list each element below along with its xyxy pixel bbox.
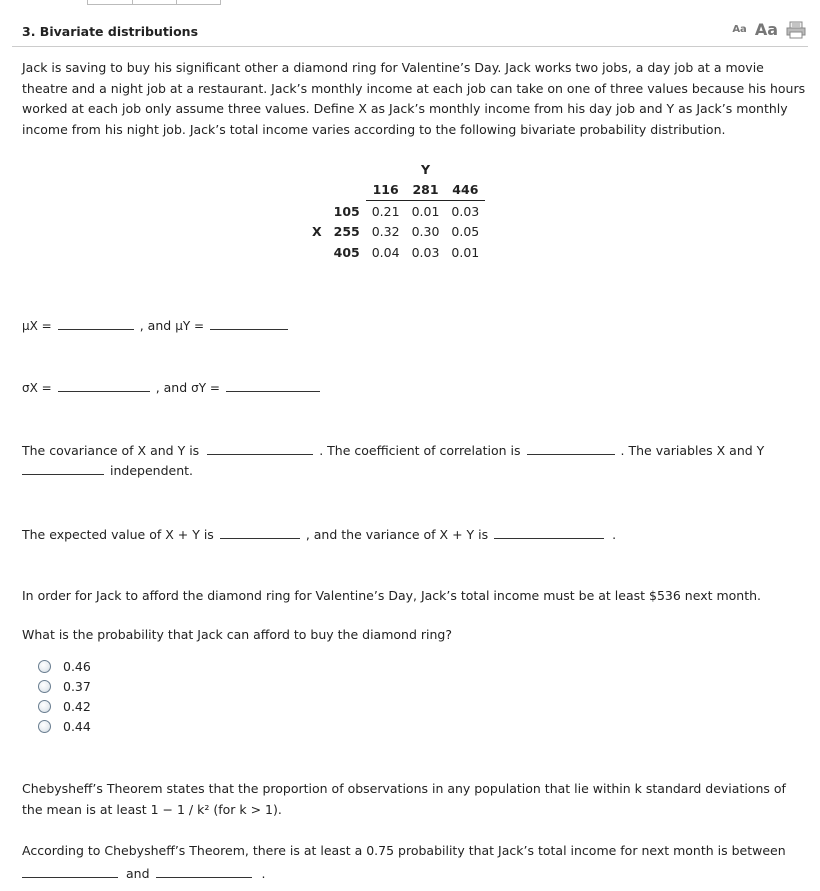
radio-button[interactable] — [38, 660, 51, 673]
prob-cell: 0.03 — [411, 244, 440, 260]
page-title: 3. Bivariate distributions — [22, 24, 199, 39]
sigma-y-label: σY = — [191, 381, 220, 395]
table-row — [306, 201, 485, 222]
independence-select[interactable] — [22, 460, 104, 475]
font-decrease-button[interactable]: Aa — [732, 24, 747, 35]
independence-row — [22, 460, 193, 478]
upper-bound-input[interactable] — [156, 863, 252, 878]
chebysheff-answer-row — [22, 863, 266, 881]
option-item[interactable] — [38, 696, 91, 716]
table-row — [306, 242, 485, 263]
and-text: and — [126, 866, 150, 881]
lower-bound-input[interactable] — [22, 863, 118, 878]
y-value: 446 — [445, 180, 485, 201]
font-increase-button[interactable]: Aa — [754, 20, 778, 39]
cov-text-3: . The variables X and Y — [620, 443, 765, 458]
cov-text-2: . The coefficient of correlation is — [319, 443, 521, 458]
variance-input[interactable] — [494, 524, 604, 539]
and-text: , and — [155, 380, 188, 395]
radio-button[interactable] — [38, 680, 51, 693]
expect-text-2: , and the variance of X + Y is — [305, 527, 489, 542]
covariance-row — [22, 440, 764, 458]
ring-question: What is the probability that Jack can afford to buy the diamond ring? — [22, 627, 452, 642]
chebysheff-statement: Chebysheff’s Theorem states that the proportion of observations in any population that lie within k standard deviations of the mean is at least 1 − 1 / k² (for k > 1). — [22, 781, 786, 817]
expect-text-1: The expected value of X + Y is — [22, 527, 214, 542]
means-row — [22, 315, 288, 333]
option-item[interactable] — [38, 716, 91, 736]
mu-x-label: μX = — [22, 319, 52, 333]
answer-options — [38, 656, 91, 736]
sds-row — [22, 377, 320, 395]
cov-text-4: independent. — [110, 463, 193, 478]
x-value: 255 — [333, 224, 360, 240]
x-value: 105 — [333, 203, 360, 219]
prob-cell: 0.30 — [411, 224, 440, 240]
y-label: Y — [420, 161, 431, 177]
intro-text: Jack is saving to buy his significant other a diamond ring for Valentine’s Day. Jack works two jobs, a day job at a movie theatre and a night job at a restaurant. Jack’s monthly income at each job can take on one of three values because his hours worked at each job only assume three values. Define X as Jack’s monthly income from his day job and Y as Jack’s monthly income from his night job. Jack’s total income varies according to the following bivariate probability distribution. — [22, 60, 806, 137]
probability-table — [306, 159, 485, 263]
prob-cell: 0.01 — [451, 244, 480, 260]
prob-cell: 0.04 — [371, 244, 400, 260]
covariance-input[interactable] — [207, 440, 313, 455]
sigma-x-input[interactable] — [58, 377, 150, 392]
chebysheff-question: According to Chebysheff’s Theorem, there is at least a 0.75 probability that Jack’s total income for next month is between — [22, 843, 786, 858]
prob-cell: 0.05 — [451, 224, 480, 240]
sigma-x-label: σX = — [22, 381, 52, 395]
table-row — [306, 222, 485, 243]
option-item[interactable] — [38, 676, 91, 696]
printer-icon[interactable] — [786, 21, 806, 39]
and-text: , and — [139, 318, 172, 333]
y-value: 281 — [406, 180, 446, 201]
option-label: 0.46 — [63, 658, 91, 674]
option-label: 0.44 — [63, 718, 91, 734]
header-divider — [12, 46, 808, 47]
mu-y-input[interactable] — [210, 315, 288, 330]
prob-cell: 0.32 — [371, 224, 400, 240]
x-value: 405 — [333, 244, 360, 260]
x-label: X — [312, 224, 322, 240]
ring-statement: In order for Jack to afford the diamond ring for Valentine’s Day, Jack’s total income must be at least $536 next month. — [22, 588, 762, 603]
expected-value-input[interactable] — [220, 524, 300, 539]
mu-x-input[interactable] — [58, 315, 134, 330]
y-value: 116 — [366, 180, 406, 201]
cov-text-1: The covariance of X and Y is — [22, 443, 200, 458]
option-item[interactable] — [38, 656, 91, 676]
toolbar — [732, 20, 806, 39]
expect-text-3: . — [612, 527, 617, 542]
prob-cell: 0.21 — [371, 203, 400, 219]
top-tabs — [87, 0, 221, 5]
radio-button[interactable] — [38, 700, 51, 713]
sigma-y-input[interactable] — [226, 377, 320, 392]
mu-y-label: μY = — [175, 319, 205, 333]
expected-row — [22, 524, 616, 542]
correlation-input[interactable] — [527, 440, 615, 455]
end-period: . — [261, 866, 266, 881]
radio-button[interactable] — [38, 720, 51, 733]
option-label: 0.42 — [63, 698, 91, 714]
prob-cell: 0.03 — [451, 203, 480, 219]
prob-cell: 0.01 — [411, 203, 440, 219]
option-label: 0.37 — [63, 678, 91, 694]
